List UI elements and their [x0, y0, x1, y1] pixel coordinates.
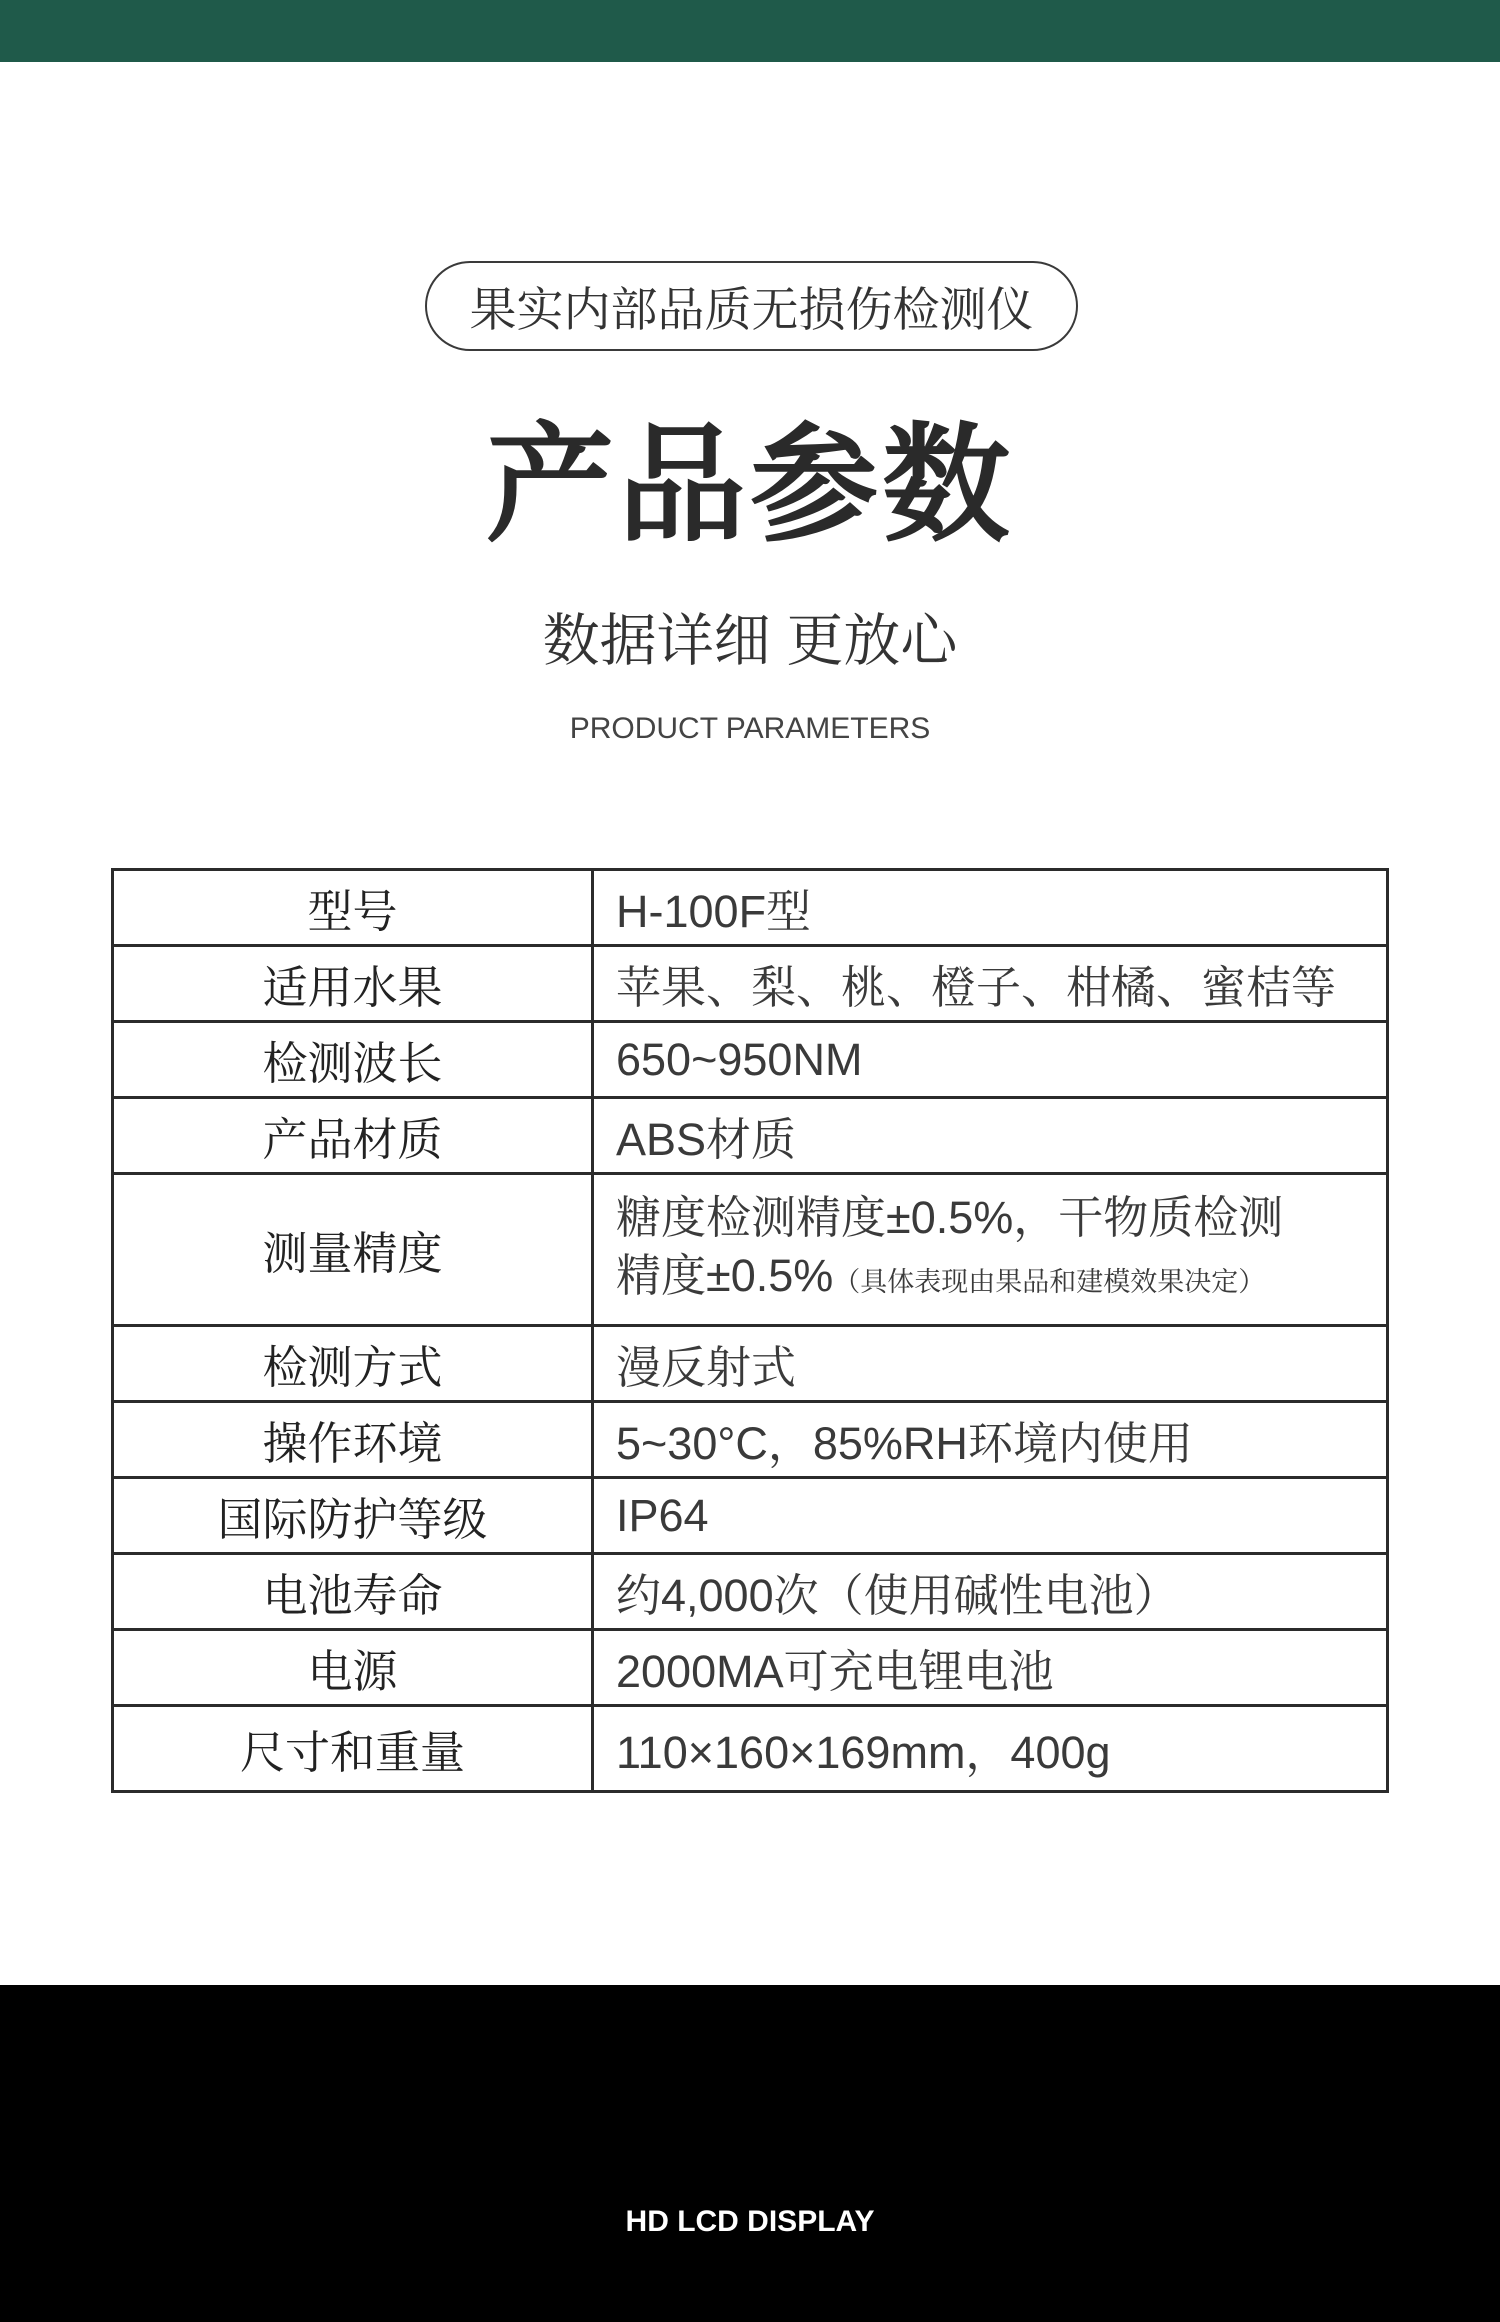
- table-row: [114, 1096, 1386, 1172]
- row-value: [594, 1175, 1386, 1324]
- page-title: 产品参数: [485, 414, 1014, 557]
- row-value: 5~30°C，85%RH环境内使用: [616, 1418, 1193, 1469]
- row-value: 110×160×169mm，400g: [616, 1727, 1111, 1778]
- row-label: 检测波长: [114, 1023, 594, 1096]
- row-label: 电源: [114, 1631, 594, 1704]
- page-subtitle: 数据详细 更放心: [542, 609, 958, 673]
- row-value: 2000MA可充电锂电池: [616, 1646, 1054, 1697]
- top-accent-bar: [0, 0, 1500, 62]
- row-value: H-100F型: [616, 886, 812, 937]
- row-label: 适用水果: [114, 947, 594, 1020]
- row-label: 测量精度: [114, 1175, 594, 1324]
- table-row: [114, 944, 1386, 1020]
- row-label: 产品材质: [114, 1099, 594, 1172]
- row-label: 尺寸和重量: [114, 1707, 594, 1790]
- row-label: 国际防护等级: [114, 1479, 594, 1552]
- display-section-caption: HD LCD DISPLAY: [625, 2205, 875, 2238]
- row-value: 漫反射式: [616, 1342, 797, 1393]
- row-value: ABS材质: [616, 1114, 797, 1165]
- product-tag-label: 果实内部品质无损伤检测仪: [469, 282, 1034, 336]
- spec-table: [111, 868, 1389, 1793]
- row-value-note: （具体表现由果品和建模效果决定）: [833, 1266, 1266, 1297]
- row-label: 电池寿命: [114, 1555, 594, 1628]
- row-value-line: 糖度检测精度±0.5%，干物质检测: [616, 1191, 1284, 1243]
- table-row: [114, 1552, 1386, 1628]
- table-row: [114, 1704, 1386, 1790]
- display-section-band: [0, 1985, 1500, 2322]
- table-row: [114, 1020, 1386, 1096]
- row-value: IP64: [616, 1489, 709, 1541]
- row-label: 型号: [114, 871, 594, 944]
- row-value: 650~950NM: [616, 1033, 863, 1085]
- table-row: [114, 1400, 1386, 1476]
- row-value: 约4,000次（使用碱性电池）: [616, 1570, 1179, 1621]
- row-value: 苹果、梨、桃、橙子、柑橘、蜜桔等: [616, 962, 1337, 1013]
- table-row: [114, 1628, 1386, 1704]
- table-row: [114, 871, 1386, 944]
- page-subtitle-english: PRODUCT PARAMETERS: [569, 712, 931, 745]
- product-tag-pill: [425, 261, 1078, 351]
- row-label: 检测方式: [114, 1327, 594, 1400]
- row-label: 操作环境: [114, 1403, 594, 1476]
- row-value-line: [616, 1247, 1265, 1311]
- table-row: [114, 1172, 1386, 1324]
- table-row: [114, 1476, 1386, 1552]
- row-value-text: 精度±0.5%: [616, 1249, 834, 1301]
- table-row: [114, 1324, 1386, 1400]
